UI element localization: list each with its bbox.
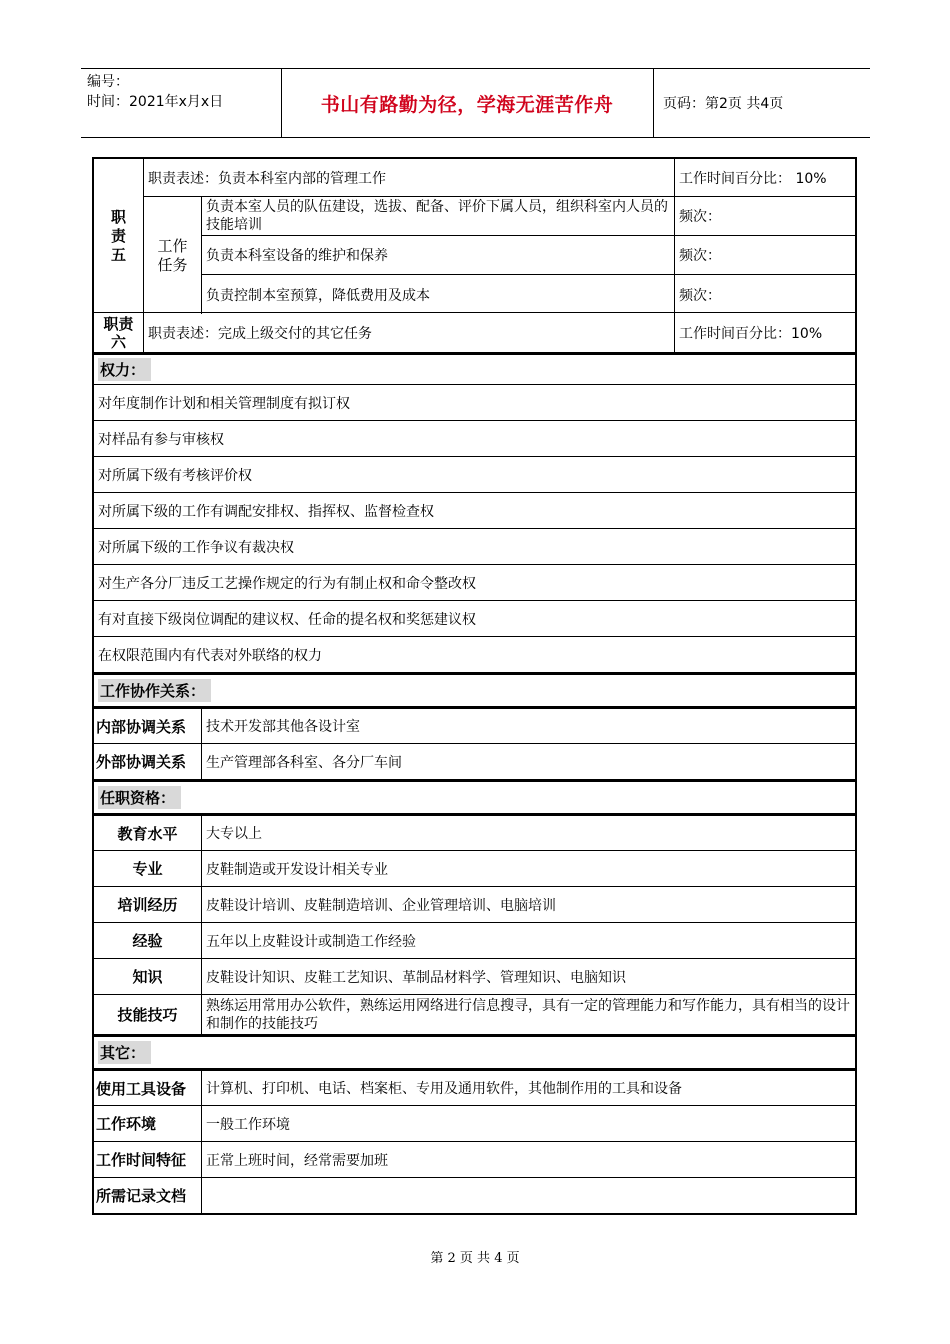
power-row (92, 457, 857, 493)
other-label: 工作环境 (96, 1115, 157, 1133)
task-row (202, 275, 855, 314)
other-row (92, 1142, 857, 1178)
qualifications-title: 任职资格： (98, 786, 181, 809)
power-item: 在权限范围内有代表对外联络的权力 (98, 647, 322, 664)
qualification-row (92, 814, 857, 851)
page-header (81, 68, 870, 138)
power-item: 对所属下级的工作有调配安排权、指挥权、监督检查权 (98, 503, 434, 520)
header-motto: 书山有路勤为径，学海无涯苦作舟 (320, 93, 614, 116)
power-row (92, 421, 857, 457)
duty-five-description: 职责表述：负责本科室内部的管理工作 (148, 170, 386, 187)
power-row (92, 637, 857, 673)
cooperation-value: 技术开发部其他各设计室 (206, 719, 360, 735)
cooperation-header-row (92, 673, 857, 707)
other-label: 所需记录文档 (96, 1187, 187, 1205)
other-label: 工作时间特征 (96, 1151, 187, 1169)
duty-six-time-percent: 工作时间百分比：10% (679, 325, 823, 342)
power-item: 对生产各分厂违反工艺操作规定的行为有制止权和命令整改权 (98, 575, 476, 592)
others-header-row (92, 1035, 857, 1069)
other-label: 使用工具设备 (96, 1079, 187, 1098)
other-row (92, 1106, 857, 1142)
other-row (92, 1069, 857, 1106)
work-task-label: 工作 任务 (157, 236, 188, 274)
power-item: 有对直接下级岗位调配的建议权、任命的提名权和奖惩建议权 (98, 611, 476, 628)
others-title: 其它： (98, 1041, 151, 1064)
cooperation-label: 内部协调关系 (96, 717, 187, 736)
task-frequency: 频次： (679, 209, 721, 225)
qualification-label: 技能技巧 (117, 1006, 178, 1024)
document-number-label: 编号： (87, 74, 129, 90)
cooperation-value: 生产管理部各科室、各分厂车间 (206, 754, 402, 771)
power-row (92, 493, 857, 529)
powers-title: 权力： (98, 358, 151, 381)
qualification-row (92, 851, 857, 887)
duty-five-time-percent: 工作时间百分比： 10% (679, 170, 827, 187)
duty-six-label: 职责 六 (103, 314, 134, 351)
task-text: 负责控制本室预算，降低费用及成本 (206, 287, 430, 304)
task-text: 负责本科室设备的维护和保养 (206, 248, 388, 264)
power-item: 对所属下级有考核评价权 (98, 467, 252, 484)
other-value: 一般工作环境 (206, 1116, 290, 1133)
qualification-label: 专业 (132, 860, 163, 878)
cooperation-row (92, 744, 857, 780)
qualification-value: 五年以上皮鞋设计或制造工作经验 (206, 933, 416, 950)
cooperation-row (92, 707, 857, 744)
qualification-label: 经验 (132, 932, 163, 950)
duty-five-label: 职 责 五 (110, 208, 126, 264)
header-divider (653, 69, 654, 137)
qualification-value: 熟练运用常用办公软件，熟练运用网络进行信息搜寻，具有一定的管理能力和写作能力，具有相当的设计和制作的技能技巧 (206, 997, 850, 1032)
power-row (92, 385, 857, 421)
qualification-value: 皮鞋制造或开发设计相关专业 (206, 861, 388, 878)
task-text: 负责本室人员的队伍建设，选拔、配备、评价下属人员，组织科室内人员的技能培训 (206, 199, 668, 233)
power-row (92, 565, 857, 601)
qualification-value: 皮鞋设计知识、皮鞋工艺知识、革制品材料学、管理知识、电脑知识 (206, 969, 626, 986)
power-item: 对年度制作计划和相关管理制度有拟订权 (98, 395, 350, 412)
qualification-row (92, 923, 857, 959)
power-item: 对所属下级的工作争议有裁决权 (98, 539, 294, 556)
task-row (202, 236, 855, 275)
other-row (92, 1178, 857, 1215)
qualification-label: 教育水平 (117, 824, 178, 843)
duty-five-block (92, 157, 857, 313)
qualification-row (92, 959, 857, 995)
header-page-info: 页码：第2页 共4页 (663, 96, 784, 112)
qualifications-header-row (92, 780, 857, 814)
qualification-value: 皮鞋设计培训、皮鞋制造培训、企业管理培训、电脑培训 (206, 897, 556, 914)
powers-header-row (92, 353, 857, 385)
power-row (92, 601, 857, 637)
task-frequency: 频次： (679, 287, 721, 304)
job-description-table (92, 157, 857, 1215)
duty-six-description: 职责表述：完成上级交付的其它任务 (148, 325, 372, 342)
header-meta (87, 72, 223, 112)
duty-six-row (92, 313, 857, 353)
task-frequency: 频次： (679, 248, 721, 264)
qualification-row (92, 995, 857, 1035)
qualification-label: 知识 (132, 968, 163, 986)
power-item: 对样品有参与审核权 (98, 431, 224, 448)
duty-five-description-row (144, 159, 855, 197)
power-row (92, 529, 857, 565)
other-value: 计算机、打印机、电话、档案柜、专用及通用软件，其他制作用的工具和设备 (206, 1081, 682, 1097)
page-footer: 第 2 页 共 4 页 (430, 1251, 520, 1266)
other-value: 正常上班时间，经常需要加班 (206, 1152, 388, 1169)
cooperation-title: 工作协作关系： (98, 679, 211, 702)
other-value (202, 1178, 855, 1213)
task-row (202, 197, 855, 236)
qualification-value: 大专以上 (206, 826, 262, 842)
document-time: 时间：2021年x月x日 (87, 94, 224, 110)
cooperation-label: 外部协调关系 (96, 753, 187, 771)
qualification-row (92, 887, 857, 923)
qualification-label: 培训经历 (117, 896, 178, 914)
